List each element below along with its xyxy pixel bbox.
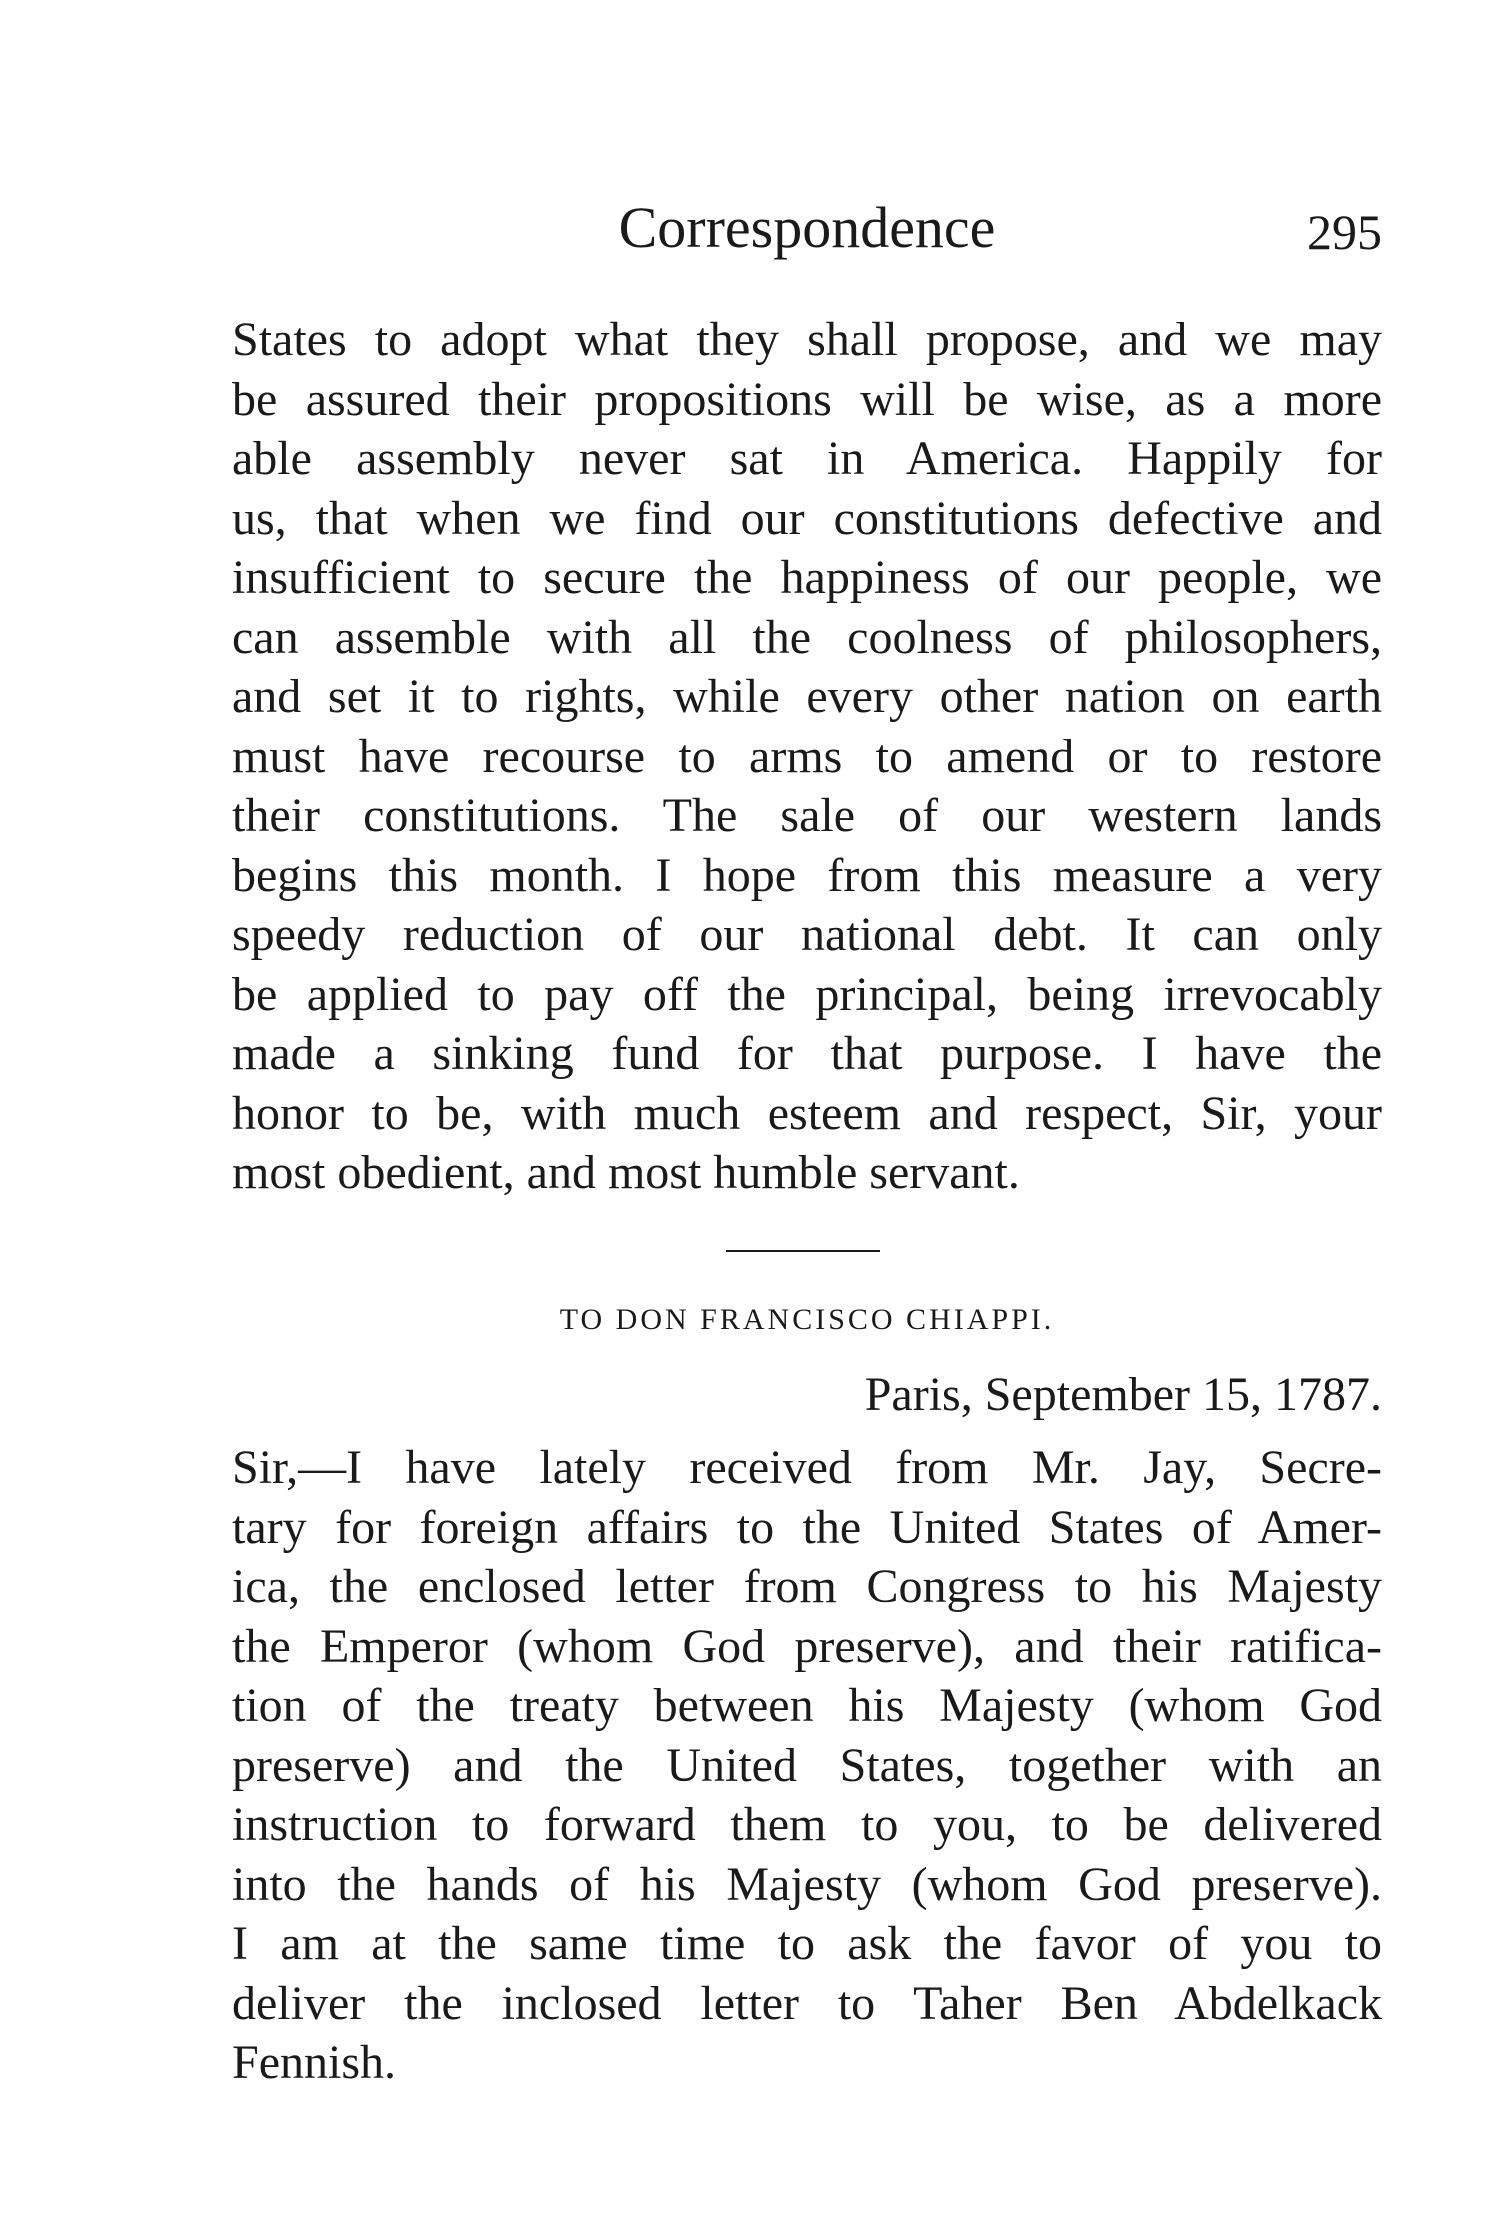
text-line: instruction to forward them to you, to be delivered [232,1798,1382,1851]
continuation-paragraph [232,310,1382,1203]
text-line: insufficient to secure the happiness of our people, we [232,551,1382,604]
text-line: and set it to rights, while every other nation on earth [232,670,1382,723]
section-divider [726,1250,880,1252]
text-line: made a sinking fund for that purpose. I have the [232,1027,1382,1080]
text-line: be assured their propositions will be wise, as a more [232,372,1382,426]
page-title: Correspondence [618,195,996,260]
text-line: us, that when we find our constitutions defective and [232,491,1382,545]
text-line: able assembly never sat in America. Happily for [232,432,1382,485]
running-head [232,188,1382,268]
letter-dateline: Paris, September 15, 1787. [864,1368,1382,1421]
text-line: be applied to pay off the principal, being irrevocably [232,967,1382,1021]
text-line: their constitutions. The sale of our western lands [232,789,1382,842]
paragraph [232,310,1382,1203]
text-line: must have recourse to arms to amend or to restore [232,729,1382,783]
text-line: tary for foreign affairs to the United States of Amer- [232,1500,1382,1554]
text-line: begins this month. I hope from this measure a very [232,848,1382,902]
paragraph [232,1438,1382,2093]
text-line: ica, the enclosed letter from Congress to his Majesty [232,1560,1382,1613]
letter-body [232,1438,1382,2093]
text-line: States to adopt what they shall propose, and we may [232,313,1382,366]
text-line: Sir,—I have lately received from Mr. Jay, Secre- [232,1441,1382,1494]
page-number: 295 [1307,204,1382,260]
text-line: deliver the inclosed letter to Taher Ben Abdelkack [232,1976,1382,2030]
text-line: into the hands of his Majesty (whom God preserve). [232,1857,1382,1911]
text-line: speedy reduction of our national debt. It can only [232,908,1382,961]
text-line: the Emperor (whom God preserve), and their ratifica- [232,1619,1382,1673]
letter-heading: TO DON FRANCISCO CHIAPPI. [559,1303,1055,1336]
text-line: I am at the same time to ask the favor of you to [232,1917,1382,1970]
text-line: preserve) and the United States, together with an [232,1738,1382,1792]
text-line: honor to be, with much esteem and respect, Sir, your [232,1086,1382,1140]
text-line: can assemble with all the coolness of philosophers, [232,610,1382,664]
text-line: tion of the treaty between his Majesty (whom God [232,1679,1382,1732]
text-line: most obedient, and most humble servant. [232,1146,1020,1199]
text-line: Fennish. [232,2036,397,2089]
